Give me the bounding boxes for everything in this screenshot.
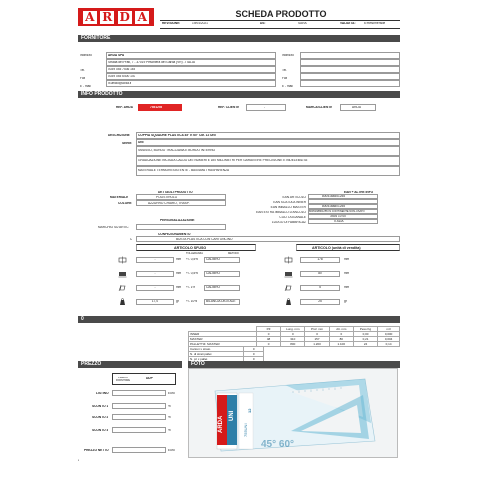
table-cell: N. pz x pallet xyxy=(189,357,244,362)
ean-section: EAN + ALTRE INFO xyxy=(344,191,374,194)
right-fax-label: Fax xyxy=(282,77,288,80)
sfuso-section: ARTICOLO SFUSO xyxy=(174,246,207,250)
table-cell: 0 xyxy=(244,352,264,357)
table-cell: Cartoni x strato xyxy=(189,347,244,352)
table-cell: INNER xyxy=(189,332,257,337)
vendita-unit: mm xyxy=(344,272,350,275)
email-value: It.ufficio@Arda.it xyxy=(108,82,132,85)
marca-value: ARDA xyxy=(352,106,361,109)
vendita-value: 80 xyxy=(318,272,322,275)
tel-label: Tel. xyxy=(80,69,85,72)
table-cell: 800 xyxy=(281,342,305,347)
footer-mark: ▪ xyxy=(78,459,80,462)
vendita-value: 178 xyxy=(317,258,323,261)
dettagli-section: DETTAGLI PRODOTTO xyxy=(158,191,193,194)
ean-label: EAN ARTICOLO xyxy=(282,196,306,199)
package-series: UNI xyxy=(229,410,235,421)
sfuso-tolerance: +/- 1% xyxy=(186,286,196,289)
foto-section-title: FOTO xyxy=(191,361,205,367)
table-cell: 310 xyxy=(281,337,305,342)
header-meta-row xyxy=(160,21,400,28)
ref-cliente-value: - xyxy=(264,106,266,109)
table-cell: 1.100 xyxy=(329,342,353,347)
feature-line: MATERIALE TERMORESISTENTE - BASSIMA TRASPARENZA xyxy=(138,169,230,172)
email-label: E - mail xyxy=(80,85,91,88)
table-header: Peso Kg xyxy=(353,327,377,332)
validity-label: VALIDITÀ: xyxy=(340,22,356,25)
listino-label: LISTINO xyxy=(96,392,109,395)
package-text: 45° 60° xyxy=(261,439,295,450)
ean-value: 8005168801255 IN CONTINENTE NON-USATO xyxy=(309,210,365,213)
weight-icon xyxy=(284,298,293,306)
sfuso-tolerance: +/- 0,5% xyxy=(186,272,198,275)
table-cell: 80 xyxy=(329,337,353,342)
fornitore-block xyxy=(78,42,400,94)
marca-label: MARCA/CLIENTE xyxy=(306,106,333,109)
arda-logo xyxy=(78,8,154,26)
ref-cliente-label: REF. CLIENTE xyxy=(218,106,240,109)
feature-line: GRADUAZIONE INCISA A CALDO DEI NUMERI E DEI MILLIMETRI PER GARANTIRE PRECISIONE E INDELEBILITA' xyxy=(138,159,308,162)
table-cell: 0 xyxy=(281,332,305,337)
sfuso-value: - xyxy=(154,272,156,275)
sfuso-method: BILANCIA DIGITALE xyxy=(206,300,236,303)
height-icon xyxy=(118,256,127,264)
colore-label: COLORE xyxy=(118,202,132,205)
revision-value: 19/04/2021 xyxy=(192,22,208,25)
sfuso-unit: mm xyxy=(176,272,182,275)
sfuso-unit: mm xyxy=(176,286,182,289)
ean-value: 8005168801255 xyxy=(322,205,346,208)
tel-value: 0039 045 7536 165 xyxy=(108,68,136,71)
prezzo-section-bar xyxy=(78,361,182,368)
validity-value: 6 mesi/mensile xyxy=(364,22,386,25)
sfuso-unit: gr xyxy=(176,300,179,303)
vendita-unit: mm xyxy=(344,286,350,289)
metodo-header: METODO xyxy=(228,252,240,255)
ean-value: 8005168551255 xyxy=(322,195,346,198)
confezionamento-label: C xyxy=(130,238,133,241)
ean-label: LUOGO DI FABBRICAZ xyxy=(271,221,306,224)
table-header: Alt. mm xyxy=(329,327,353,332)
table-cell: PALLETTIZ. MASTER xyxy=(189,342,257,347)
marchio-label: MARCHIO SU ARTIC xyxy=(98,226,129,229)
table-cell: 24 xyxy=(353,342,377,347)
package-brand: ARDA xyxy=(218,415,224,433)
sfuso-method: CALIBRO xyxy=(206,286,220,289)
ref-arda-label: REF. ARDA xyxy=(116,106,133,109)
sconto1-unit: % xyxy=(168,405,171,408)
tol-header: TOLLERANZA xyxy=(186,252,203,255)
table-cell: 0 xyxy=(329,332,353,337)
fornitore-section-title: FORNITORE xyxy=(81,35,111,41)
feature-line: SMUSSO, BORDO TRACCIANA E BORDO INTERNO xyxy=(138,149,216,152)
fornitore-section-bar xyxy=(78,35,400,42)
vendita-unit: gr xyxy=(344,300,347,303)
prezzo-fornitore-label: PREZZO FORNITORE xyxy=(115,377,131,382)
right-email-label: E - mail xyxy=(282,85,293,88)
vendita-value: 5 xyxy=(319,286,321,289)
table-cell: 0 xyxy=(244,357,264,362)
table-header: PZ xyxy=(256,327,280,332)
table-header: Lung. mm xyxy=(281,327,305,332)
ds-value: SARA xyxy=(298,22,307,25)
serie-value: UNI xyxy=(138,141,144,144)
fax-label: Fax xyxy=(80,77,86,80)
depth-icon xyxy=(118,284,127,292)
measures-block xyxy=(78,244,400,314)
right-tel-label: Tel. xyxy=(282,69,287,72)
sfuso-tolerance: +/- 0,5% xyxy=(186,258,198,261)
ds-label: DS: xyxy=(260,22,266,25)
company-address: Strada dei Prati, 7 - 37019 Peschiera del Garda (VR) - ITALIA xyxy=(108,61,195,64)
materiale-label: MATERIALE xyxy=(110,196,129,199)
table-cell: 0 xyxy=(244,347,264,352)
package-code: 755UNI xyxy=(243,423,248,437)
table-cell: 48 xyxy=(256,337,280,342)
listino-unit: Euro xyxy=(168,392,175,395)
fax-value: 0039 045 6400 140 xyxy=(108,75,136,78)
indirizzo-label: Indirizzo xyxy=(80,54,92,57)
table-header: m3 xyxy=(378,327,400,332)
height-icon xyxy=(284,256,293,264)
table-cell: 0,004 xyxy=(378,337,400,342)
header-title-row xyxy=(162,9,400,19)
sconto2-label: SCONTO 2 xyxy=(92,416,109,419)
product-package-image xyxy=(189,369,398,458)
prezzo-block xyxy=(78,368,182,458)
table-cell: 0 xyxy=(256,342,280,347)
table-cell: 1.200 xyxy=(305,342,329,347)
ean-value: ITALIA xyxy=(334,220,344,223)
confezionamento-section: CONFEZIONAMENTO xyxy=(158,233,191,236)
depth-icon xyxy=(284,284,293,292)
product-photo xyxy=(188,368,398,458)
serie-label: SERIE xyxy=(122,142,132,145)
ean-label: EAN EXTRA IMBALLO D'ANCOLO xyxy=(256,211,306,214)
sconto1-label: SCONTO 1 xyxy=(92,405,109,408)
descrizione-label: DESCRIZIONE xyxy=(108,134,130,137)
table-cell: 0,000 xyxy=(378,332,400,337)
prezzo-terms: DDP xyxy=(146,377,153,380)
ean-label: EAN IMBALLO MASTER xyxy=(270,206,306,209)
logo-letter: R xyxy=(100,11,114,24)
width-icon xyxy=(284,270,293,278)
ean-label: COD. DOGANALE xyxy=(279,216,306,219)
sfuso-method: CALIBRO xyxy=(206,258,220,261)
prezzo-section-title: PREZZO xyxy=(81,361,102,367)
imballi-section-bar xyxy=(78,316,400,323)
personalizzazione-section: PERSONALIZZAZIONE xyxy=(160,219,195,222)
colore-value: AZZURRO CHIARO, TRASP. xyxy=(148,201,190,205)
sfuso-value: - xyxy=(154,258,156,261)
logo-letter: D xyxy=(119,9,130,24)
info-section-title: INFO PRODOTTO xyxy=(81,91,123,97)
vendita-section: ARTICOLO (unità di vendita) xyxy=(312,246,361,250)
sfuso-value: 17,0 xyxy=(151,300,159,303)
package-size: 12 xyxy=(247,408,252,413)
prezzo-netto-label: PREZZO NETTO xyxy=(84,449,109,452)
table-cell: 0,14 xyxy=(378,342,400,347)
weight-icon xyxy=(118,298,127,306)
table-cell: MASTER xyxy=(189,337,257,342)
sfuso-tolerance: +/- 10% xyxy=(186,300,198,303)
sconto2-unit: % xyxy=(168,416,171,419)
confezionamento-value: BUSTA PLASTICA CON CARTONCINO xyxy=(176,237,233,241)
imballi-section-title: 0 xyxy=(81,316,84,322)
product-sheet xyxy=(78,8,400,463)
vendita-unit: mm xyxy=(344,258,350,261)
sfuso-method: CALIBRO xyxy=(206,272,220,275)
sconto3-unit: % xyxy=(168,429,171,432)
imballi-table xyxy=(188,326,400,347)
table-cell: 0,21 xyxy=(353,337,377,342)
sconto3-label: SCONTO 3 xyxy=(92,429,109,432)
info-block xyxy=(78,98,400,188)
table-cell: 157 xyxy=(305,337,329,342)
table-cell: 0 xyxy=(256,332,280,337)
revision-label: REVISIONE: xyxy=(162,22,181,25)
ean-label: EAN SCATOLA INNER xyxy=(273,201,306,204)
logo-letter: A xyxy=(135,11,149,24)
table-cell: N. di strati pallet xyxy=(189,352,244,357)
company-name: ARDA SPA xyxy=(108,54,125,57)
foto-section-bar xyxy=(188,361,400,368)
right-indirizzo-label: Indirizzo xyxy=(282,54,294,57)
sfuso-value: - xyxy=(154,286,156,289)
table-cell: 0,00 xyxy=(353,332,377,337)
width-icon xyxy=(118,270,127,278)
info-section-bar xyxy=(78,91,400,98)
table-cell: 0 xyxy=(305,332,329,337)
table-header: Prof. mm xyxy=(305,327,329,332)
logo-letter: A xyxy=(83,11,97,24)
materiale-value: POLISTIROLO xyxy=(156,195,178,199)
descrizione-value: COPPIA SQUADRE PLASTICA 45° E 60° CM. 12 UNI xyxy=(138,134,216,137)
ean-value: 3926 10 00 xyxy=(330,215,346,218)
ref-arda-value: 7551255 xyxy=(150,106,163,109)
sfuso-unit: mm xyxy=(176,258,182,261)
vendita-value: 25 xyxy=(318,300,322,303)
pallet-table xyxy=(188,346,264,362)
prezzo-netto-unit: Euro xyxy=(168,449,175,452)
page-title: SCHEDA PRODOTTO xyxy=(235,9,327,19)
